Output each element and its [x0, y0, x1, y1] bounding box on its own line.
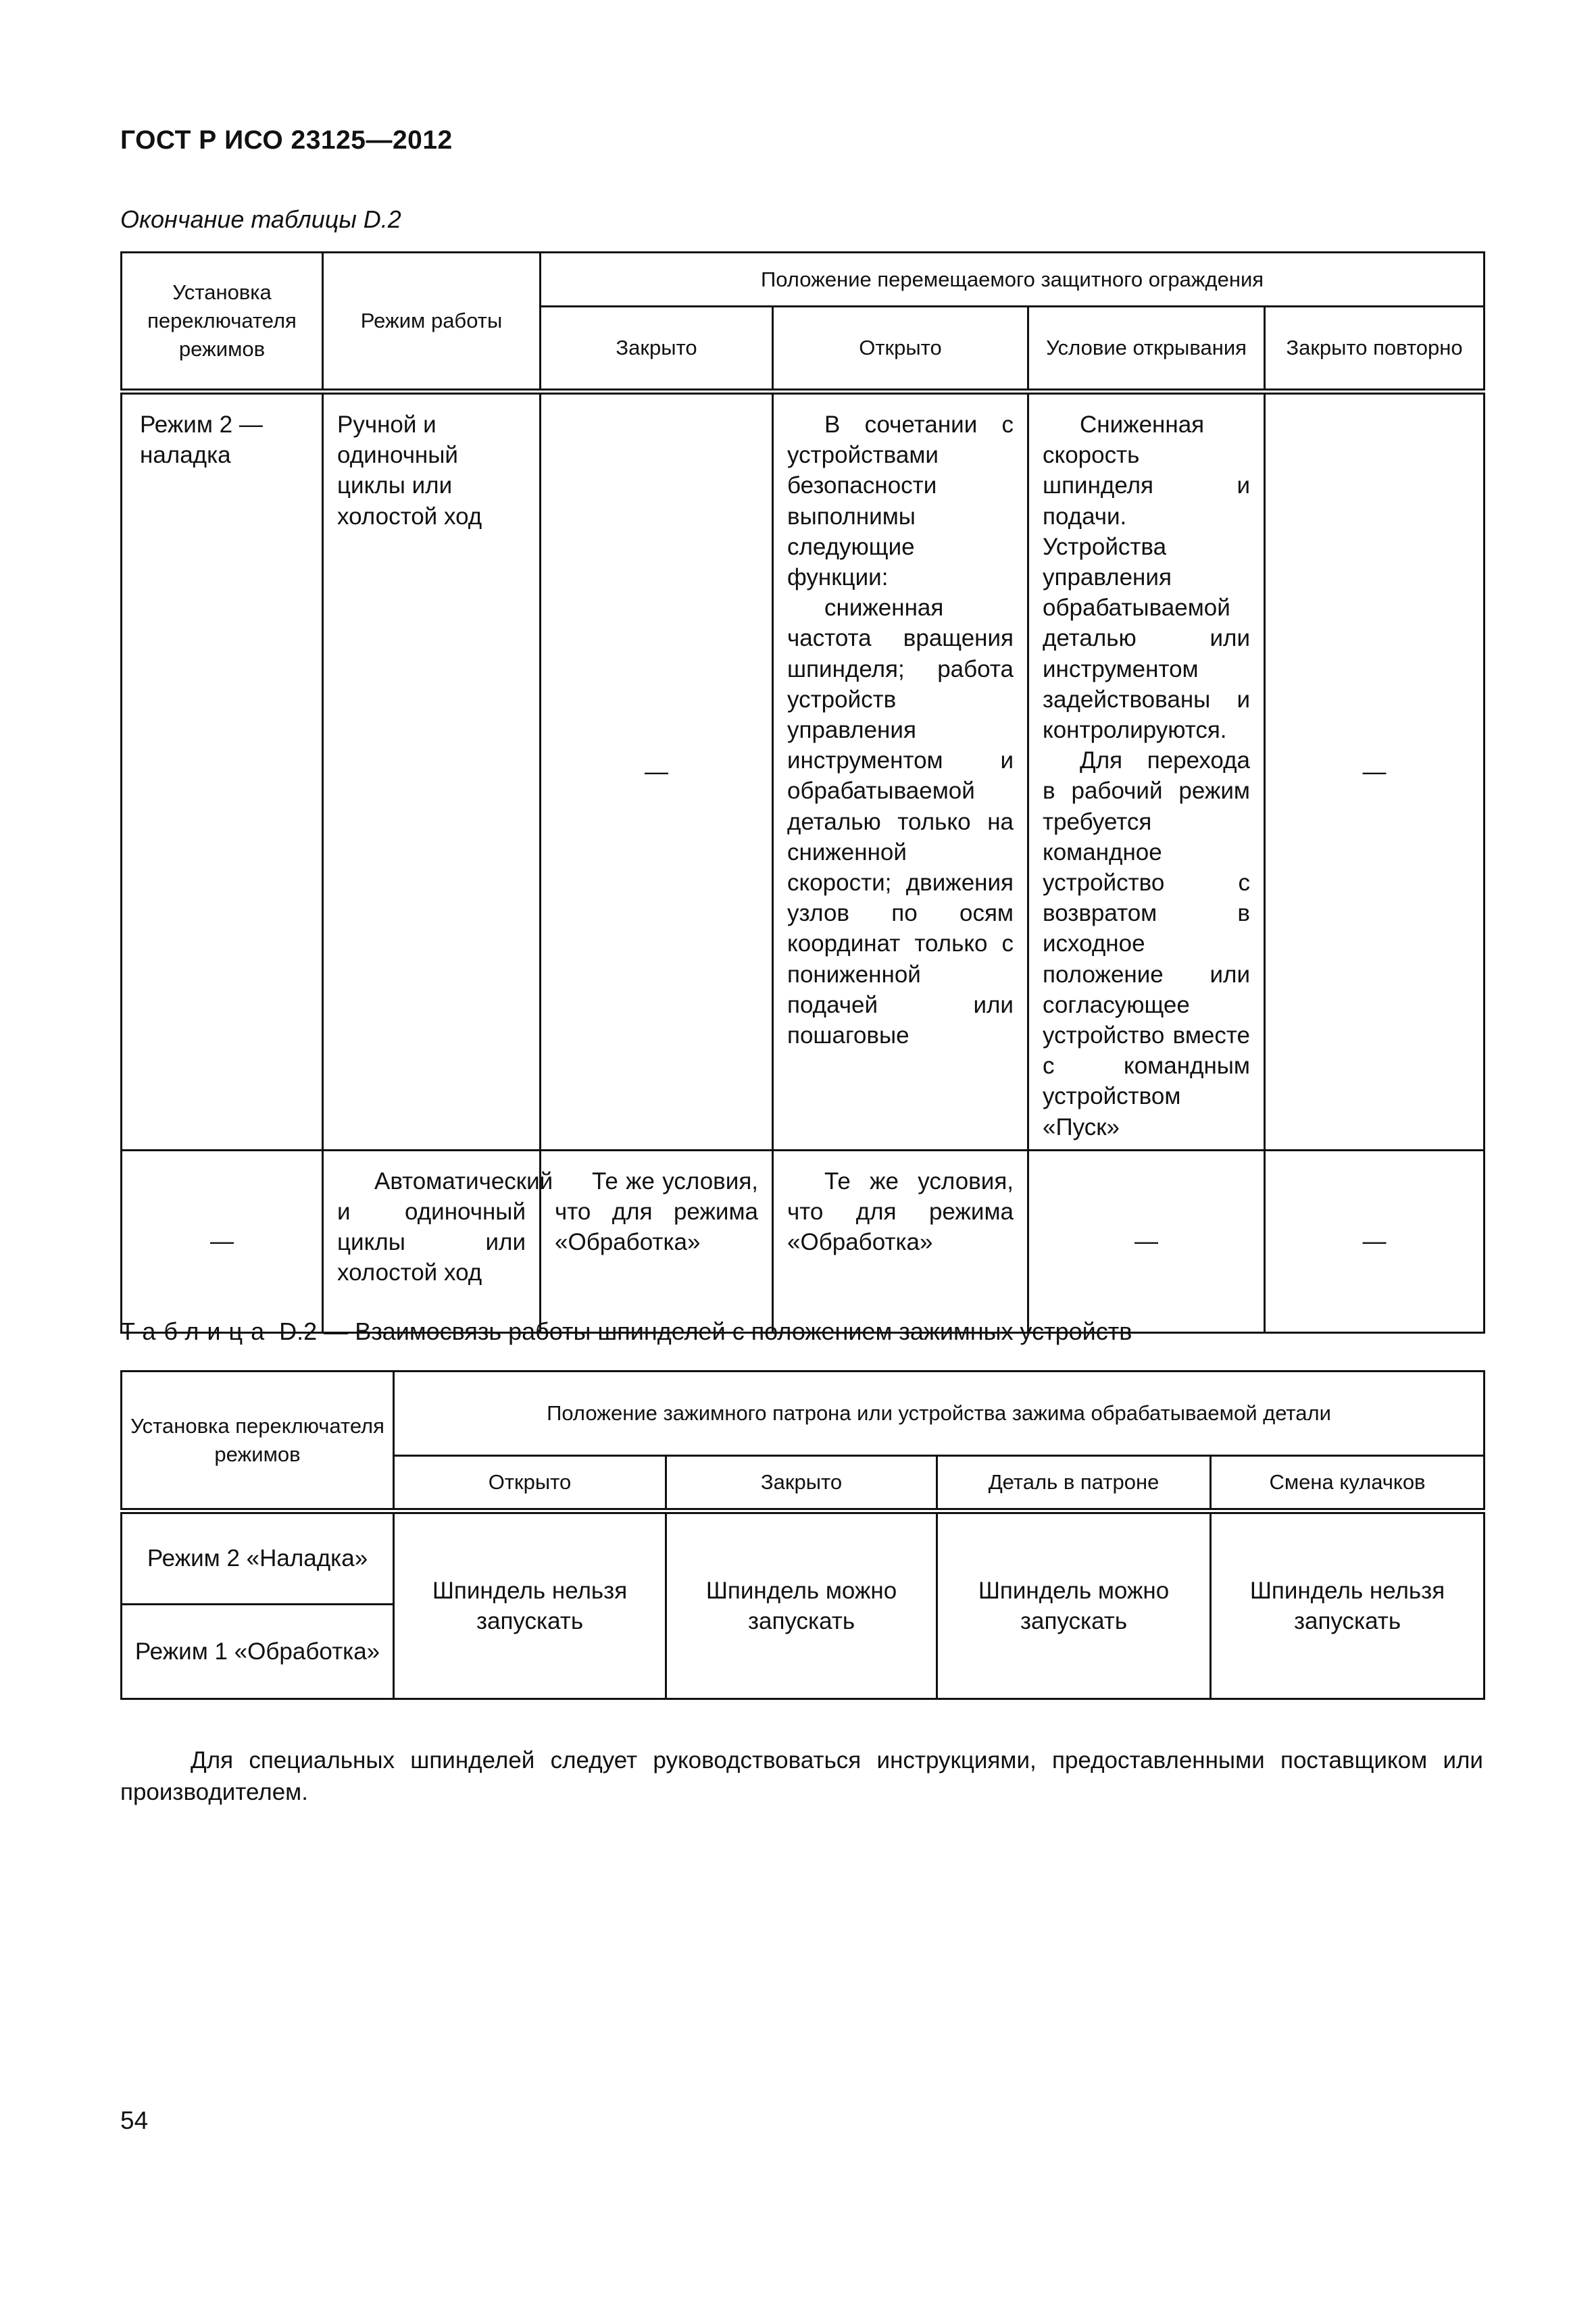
cell-mode-auto: Автоматический и одиночный циклы или холостой ход	[337, 1167, 553, 1286]
table-clamp-positions	[120, 1370, 1485, 1700]
cell-open-value: Шпиндель нельзя запускать	[394, 1511, 666, 1699]
header-operation-mode: Режим работы	[323, 253, 541, 392]
header-closed-2: Закрыто	[666, 1456, 937, 1511]
table-row	[122, 1150, 1485, 1332]
header-open-2: Открыто	[394, 1456, 666, 1511]
cell-open-text-2: сниженная частота вращения шпинделя; работа устройств управления инструментом и обрабатываемой деталью только на сниженной скорости; движения узлов по осям координат только с пониженной подачей или пошаговые	[787, 595, 1014, 1049]
cell-reclosed-dash: —	[1265, 392, 1485, 1151]
cell-open-same: Те же условия, что для режима «Обработка»	[787, 1167, 1014, 1256]
table-caption-label: Таблица	[120, 1317, 273, 1345]
header-open: Открыто	[773, 307, 1028, 392]
document-code-header: ГОСТ Р ИСО 23125—2012	[120, 126, 453, 155]
cell-closed-dash: —	[541, 392, 773, 1151]
header-part-in-chuck: Деталь в патроне	[937, 1456, 1211, 1511]
page-number: 54	[120, 2107, 149, 2134]
cell-condition-text-2: Для перехода в рабочий режим требуется командное устройство с возвратом в исходное положение или согласующее устройство вместе с командным устройством «Пуск»	[1043, 747, 1250, 1140]
body-paragraph	[120, 1744, 1483, 1808]
cell-closed-same: Те же условия, что для режима «Обработка»	[555, 1167, 758, 1256]
cell-switch-setup: Режим 2 — наладка	[140, 411, 263, 469]
header-closed: Закрыто	[541, 307, 773, 392]
header-guard-position: Положение перемещаемого защитного ограждения	[541, 253, 1485, 307]
paragraph-text: Для специальных шпинделей следует руководствоваться инструкциями, предоставленными поставщиком или производителем.	[120, 1747, 1483, 1805]
cell-mode-setup: Режим 2 «Наладка»	[122, 1511, 394, 1605]
cell-condition-text-1: Сниженная скорость шпинделя и подачи. Устройства управления обрабатываемой деталью или инструментом задействованы и контролируются.	[1043, 411, 1250, 744]
cell-jaws-value: Шпиндель нельзя запускать	[1211, 1511, 1485, 1699]
cell-closed-value: Шпиндель можно запускать	[666, 1511, 937, 1699]
cell-mode-processing: Режим 1 «Обработка»	[122, 1605, 394, 1699]
header-reclosed: Закрыто повторно	[1265, 307, 1485, 392]
table-caption	[120, 1317, 1132, 1346]
cell-mode-manual: Ручной и одиночный циклы или холостой ход	[337, 411, 482, 530]
cell-reclosed-dash-2: —	[1265, 1150, 1485, 1332]
cell-condition-dash: —	[1028, 1150, 1265, 1332]
header-switch-setting: Установка переключателя режимов	[122, 253, 323, 392]
table-continuation-caption: Окончание таблицы D.2	[120, 205, 401, 233]
header-clamp-position: Положение зажимного патрона или устройства зажима обрабатываемой детали	[394, 1372, 1485, 1456]
table-row	[122, 1511, 1485, 1605]
header-jaw-change: Смена кулачков	[1211, 1456, 1485, 1511]
table-guard-positions	[120, 251, 1485, 1334]
cell-switch-dash: —	[122, 1150, 323, 1332]
table-caption-text: D.2 — Взаимосвязь работы шпинделей с положением зажимных устройств	[279, 1317, 1132, 1345]
header-opening-condition: Условие открывания	[1028, 307, 1265, 392]
cell-part-value: Шпиндель можно запускать	[937, 1511, 1211, 1699]
header-switch-setting-2: Установка переключателя режимов	[122, 1372, 394, 1511]
cell-open-text-1: В сочетании с устройствами безопасности выполнимы следующие функции:	[787, 411, 1014, 591]
table-row	[122, 392, 1485, 1151]
